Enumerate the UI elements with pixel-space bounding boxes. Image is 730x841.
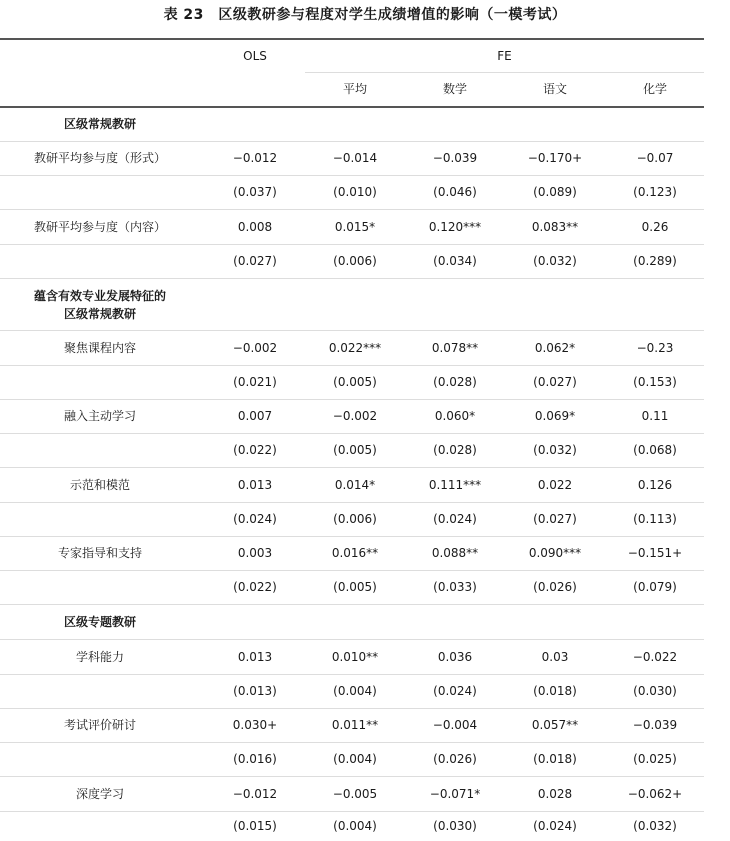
row-label: 教研平均参与度（内容） bbox=[34, 220, 167, 234]
se-cell: (0.010) bbox=[333, 185, 377, 199]
coef-cell: −0.002 bbox=[232, 341, 278, 355]
coef-cell: 0.083** bbox=[531, 220, 579, 234]
section-heading-effective-line1: 蕴含有效专业发展特征的 bbox=[34, 289, 167, 303]
coef-cell: 0.030+ bbox=[232, 718, 278, 732]
coef-cell: 0.022*** bbox=[328, 341, 382, 355]
coef-cell: 0.015* bbox=[334, 220, 376, 234]
se-cell: (0.153) bbox=[633, 375, 677, 389]
se-cell: (0.015) bbox=[233, 819, 277, 833]
col-header-chemistry: 化学 bbox=[642, 82, 667, 96]
se-cell: (0.026) bbox=[533, 580, 577, 594]
coef-cell: 0.016** bbox=[331, 546, 379, 560]
coef-cell: −0.002 bbox=[332, 409, 378, 423]
se-cell: (0.013) bbox=[233, 684, 277, 698]
se-cell: (0.030) bbox=[633, 684, 677, 698]
se-cell: (0.068) bbox=[633, 443, 677, 457]
se-cell: (0.006) bbox=[333, 512, 377, 526]
coef-cell: −0.005 bbox=[332, 787, 378, 801]
section-heading-thematic: 区级专题教研 bbox=[64, 615, 137, 629]
se-cell: (0.024) bbox=[433, 684, 477, 698]
coef-cell: 0.022 bbox=[537, 478, 573, 492]
coef-cell: 0.060* bbox=[434, 409, 476, 423]
coef-cell: 0.013 bbox=[237, 650, 273, 664]
row-divider bbox=[0, 278, 704, 279]
se-cell: (0.027) bbox=[233, 254, 277, 268]
coef-cell: 0.013 bbox=[237, 478, 273, 492]
col-header-math: 数学 bbox=[442, 82, 467, 96]
se-cell: (0.028) bbox=[433, 443, 477, 457]
se-cell: (0.033) bbox=[433, 580, 477, 594]
coef-cell: 0.003 bbox=[237, 546, 273, 560]
se-cell: (0.046) bbox=[433, 185, 477, 199]
se-cell: (0.028) bbox=[433, 375, 477, 389]
se-cell: (0.037) bbox=[233, 185, 277, 199]
coef-cell: −0.004 bbox=[432, 718, 478, 732]
coef-cell: 0.069* bbox=[534, 409, 576, 423]
se-cell: (0.079) bbox=[633, 580, 677, 594]
se-cell: (0.018) bbox=[533, 752, 577, 766]
se-cell: (0.032) bbox=[533, 254, 577, 268]
se-cell: (0.022) bbox=[233, 443, 277, 457]
se-cell: (0.027) bbox=[533, 375, 577, 389]
row-label: 示范和模范 bbox=[70, 478, 131, 492]
coef-cell: 0.126 bbox=[637, 478, 673, 492]
coef-cell: 0.090*** bbox=[528, 546, 582, 560]
se-cell: (0.016) bbox=[233, 752, 277, 766]
se-cell: (0.004) bbox=[333, 684, 377, 698]
se-cell: (0.005) bbox=[333, 375, 377, 389]
se-cell: (0.005) bbox=[333, 443, 377, 457]
coef-cell: −0.022 bbox=[632, 650, 678, 664]
coef-cell: 0.028 bbox=[537, 787, 573, 801]
se-cell: (0.005) bbox=[333, 580, 377, 594]
se-cell: (0.123) bbox=[633, 185, 677, 199]
coef-cell: 0.008 bbox=[237, 220, 273, 234]
col-header-fe: FE bbox=[497, 49, 512, 63]
se-cell: (0.004) bbox=[333, 819, 377, 833]
se-cell: (0.289) bbox=[633, 254, 677, 268]
se-cell: (0.024) bbox=[433, 512, 477, 526]
se-cell: (0.004) bbox=[333, 752, 377, 766]
section-heading-effective-line2: 区级常规教研 bbox=[64, 307, 137, 321]
col-header-ols: OLS bbox=[243, 49, 267, 63]
se-cell: (0.025) bbox=[633, 752, 677, 766]
se-cell: (0.030) bbox=[433, 819, 477, 833]
se-cell: (0.113) bbox=[633, 512, 677, 526]
coef-cell: −0.151+ bbox=[627, 546, 683, 560]
coef-cell: 0.062* bbox=[534, 341, 576, 355]
col-header-avg: 平均 bbox=[342, 82, 367, 96]
coef-cell: −0.170+ bbox=[527, 151, 583, 165]
coef-cell: −0.039 bbox=[432, 151, 478, 165]
section-heading-regular: 区级常规教研 bbox=[64, 117, 137, 131]
coef-cell: 0.057** bbox=[531, 718, 579, 732]
se-cell: (0.032) bbox=[633, 819, 677, 833]
coef-cell: −0.071* bbox=[429, 787, 481, 801]
coef-cell: 0.014* bbox=[334, 478, 376, 492]
coef-cell: 0.036 bbox=[437, 650, 473, 664]
coef-cell: −0.014 bbox=[332, 151, 378, 165]
coef-cell: 0.011** bbox=[331, 718, 379, 732]
coef-cell: 0.088** bbox=[431, 546, 479, 560]
table-title: 表 23 区级教研参与程度对学生成绩增值的影响（一模考试） bbox=[163, 7, 567, 23]
se-cell: (0.024) bbox=[233, 512, 277, 526]
coef-cell: −0.062+ bbox=[627, 787, 683, 801]
se-cell: (0.021) bbox=[233, 375, 277, 389]
se-cell: (0.034) bbox=[433, 254, 477, 268]
row-label: 教研平均参与度（形式） bbox=[34, 151, 167, 165]
coef-cell: 0.111*** bbox=[428, 478, 482, 492]
row-label: 专家指导和支持 bbox=[58, 546, 143, 560]
col-header-chinese: 语文 bbox=[542, 82, 567, 96]
coef-cell: −0.012 bbox=[232, 787, 278, 801]
coef-cell: 0.11 bbox=[641, 409, 669, 423]
coef-cell: −0.23 bbox=[636, 341, 674, 355]
row-label: 深度学习 bbox=[76, 787, 125, 801]
coef-cell: −0.07 bbox=[636, 151, 674, 165]
se-cell: (0.022) bbox=[233, 580, 277, 594]
row-label: 聚焦课程内容 bbox=[64, 341, 137, 355]
se-cell: (0.027) bbox=[533, 512, 577, 526]
se-cell: (0.089) bbox=[533, 185, 577, 199]
row-label: 考试评价研讨 bbox=[64, 718, 137, 732]
coef-cell: 0.007 bbox=[237, 409, 273, 423]
coef-cell: −0.012 bbox=[232, 151, 278, 165]
se-cell: (0.032) bbox=[533, 443, 577, 457]
se-cell: (0.026) bbox=[433, 752, 477, 766]
coef-cell: 0.010** bbox=[331, 650, 379, 664]
se-cell: (0.006) bbox=[333, 254, 377, 268]
coef-cell: 0.26 bbox=[641, 220, 669, 234]
coef-cell: 0.120*** bbox=[428, 220, 482, 234]
row-label: 学科能力 bbox=[76, 650, 125, 664]
coef-cell: 0.078** bbox=[431, 341, 479, 355]
se-cell: (0.024) bbox=[533, 819, 577, 833]
coef-cell: 0.03 bbox=[541, 650, 569, 664]
se-cell: (0.018) bbox=[533, 684, 577, 698]
row-label: 融入主动学习 bbox=[64, 409, 137, 423]
coef-cell: −0.039 bbox=[632, 718, 678, 732]
